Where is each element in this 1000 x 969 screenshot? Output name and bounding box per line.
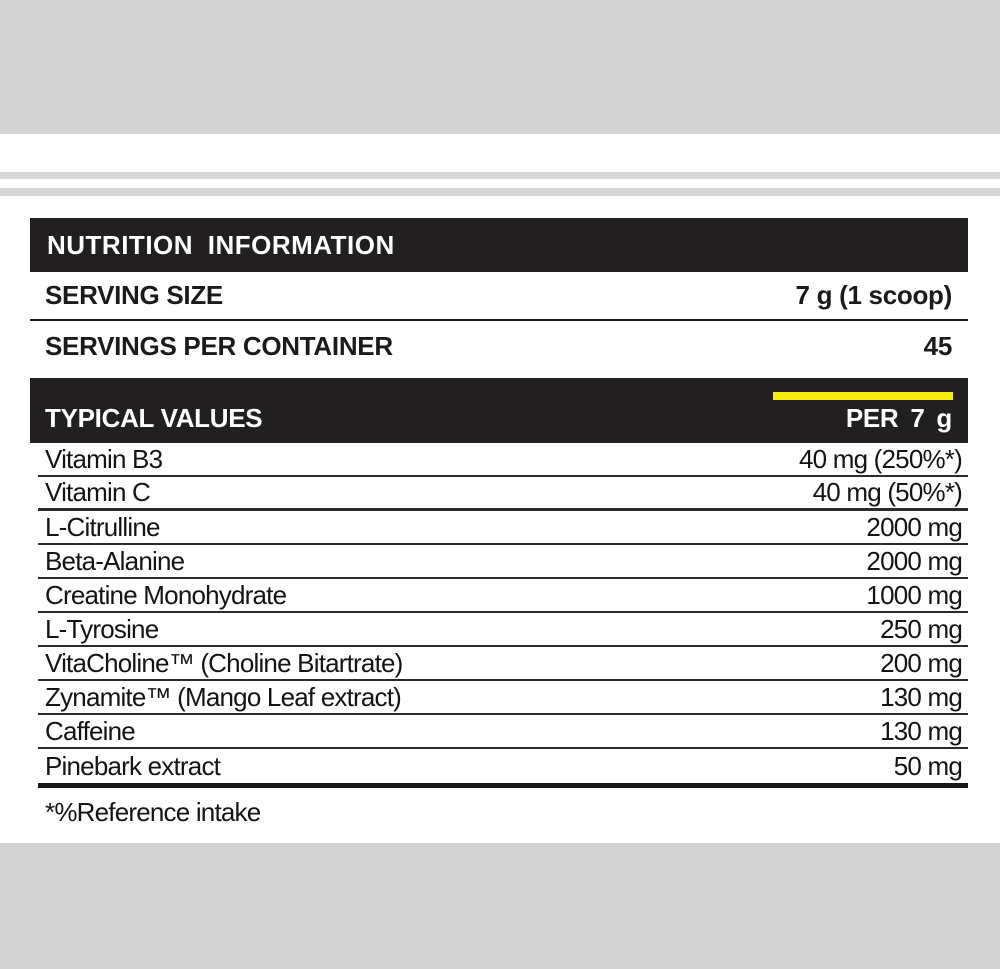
nutrition-information-header — [30, 218, 968, 272]
ingredient-amount: 1000 mg — [866, 579, 962, 610]
ingredient-amount: 40 mg (250%*) — [798, 443, 962, 474]
nutrition-information-title: NUTRITION INFORMATION — [47, 229, 395, 260]
table-row — [38, 545, 968, 579]
ingredient-name: Pinebark extract — [45, 750, 221, 781]
yellow-accent-bar — [773, 392, 953, 400]
ingredient-name: Creatine Monohydrate — [45, 579, 287, 610]
table-row — [38, 647, 968, 681]
divider-stripe-bottom — [0, 188, 1000, 196]
typical-values-column-label: TYPICAL VALUES — [45, 403, 263, 433]
ingredients-table — [38, 443, 968, 788]
ingredient-name: VitaCholine™ (Choline Bitartrate) — [45, 647, 403, 678]
ingredient-name: Vitamin C — [45, 477, 151, 507]
servings-per-container-label: SERVINGS PER CONTAINER — [45, 330, 393, 361]
ingredient-amount: 2000 mg — [866, 545, 962, 576]
nutrition-panel — [30, 218, 968, 828]
ingredient-name: L-Tyrosine — [45, 613, 159, 644]
ingredient-name: Zynamite™ (Mango Leaf extract) — [45, 681, 402, 712]
ingredient-name: Caffeine — [45, 715, 135, 746]
bottom-gray-band — [0, 843, 1000, 969]
top-gray-band — [0, 0, 1000, 134]
table-row — [38, 613, 968, 647]
ingredient-amount: 40 mg (50%*) — [812, 477, 962, 507]
ingredient-amount: 130 mg — [880, 681, 962, 712]
ingredient-name: Vitamin B3 — [45, 443, 163, 474]
ingredient-amount: 200 mg — [880, 647, 962, 678]
table-row — [38, 715, 968, 749]
per-serving-column-label: PER 7 g — [845, 403, 952, 433]
ingredient-amount: 2000 mg — [866, 511, 962, 542]
table-row — [38, 579, 968, 613]
ingredient-amount: 130 mg — [880, 715, 962, 746]
ingredient-name: Beta-Alanine — [45, 545, 185, 576]
servings-per-container-row — [30, 321, 968, 371]
ingredient-amount: 250 mg — [880, 613, 962, 644]
typical-values-header — [30, 378, 968, 443]
table-row — [38, 681, 968, 715]
reference-intake-footnote: *%Reference intake — [45, 797, 261, 827]
table-row — [38, 511, 968, 545]
ingredient-amount: 50 mg — [893, 750, 962, 781]
serving-size-value: 7 g (1 scoop) — [795, 280, 952, 310]
ingredient-name: L-Citrulline — [45, 511, 160, 542]
table-row — [38, 477, 968, 511]
divider-stripe-top — [0, 172, 1000, 179]
table-row — [38, 443, 968, 477]
serving-size-label: SERVING SIZE — [45, 280, 223, 310]
serving-size-row — [30, 272, 968, 321]
servings-per-container-value: 45 — [923, 330, 952, 361]
table-row — [38, 749, 968, 783]
